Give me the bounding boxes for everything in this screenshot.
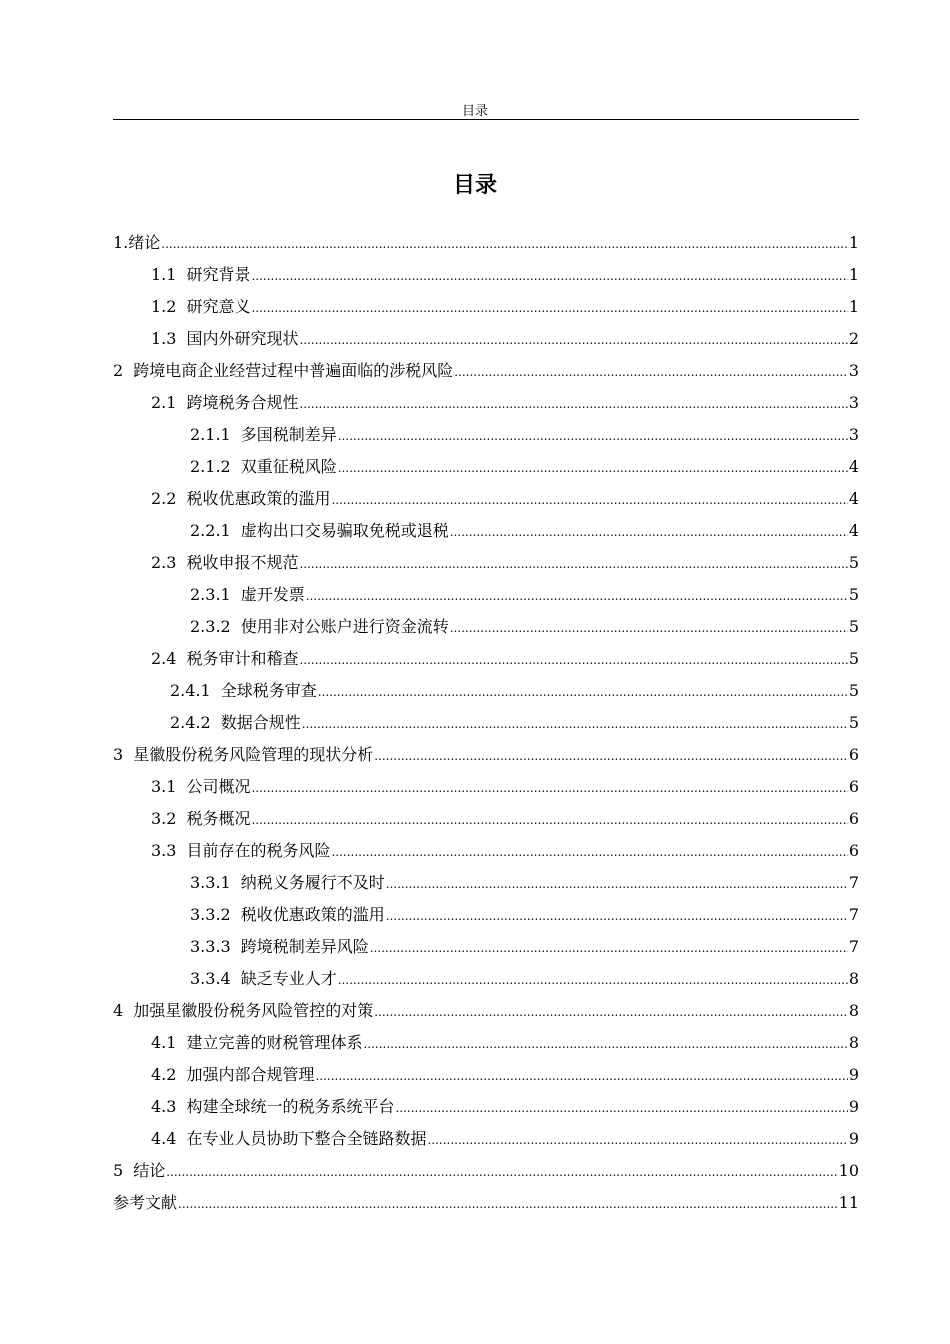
toc-entry-title: 虚开发票: [240, 585, 305, 604]
toc-leader-dots: [338, 420, 848, 452]
toc-entry[interactable]: [113, 291, 859, 323]
toc-entry-number: 3.2: [151, 809, 177, 828]
toc-entry-title: 星徽股份税务风险管理的现状分析: [133, 745, 374, 764]
toc-page-number: 5: [848, 681, 859, 700]
toc-entry-number: 4.3: [151, 1097, 177, 1116]
toc-entry-title: 税务概况: [186, 809, 251, 828]
toc-leader-dots: [251, 772, 847, 804]
toc-entry-number: 2.4.1: [170, 681, 211, 700]
toc-entry-title: 税收优惠政策的滥用: [240, 905, 385, 924]
toc-page-number: 2: [848, 329, 859, 348]
toc-entry[interactable]: [113, 867, 859, 899]
toc-entry-number: 2.4.2: [170, 713, 211, 732]
toc-leader-dots: [161, 228, 848, 260]
toc-entry-number: 3: [113, 745, 124, 764]
toc-page-number: 6: [848, 809, 859, 828]
toc-entry-number: 2.1: [151, 393, 177, 412]
toc-entry-number: 2.1.1: [190, 425, 231, 444]
toc-leader-dots: [374, 740, 848, 772]
toc-leader-dots: [331, 836, 847, 868]
toc-entry-title: 跨境税务合规性: [186, 393, 299, 412]
toc-leader-dots: [331, 484, 847, 516]
toc-entry[interactable]: [113, 451, 859, 483]
toc-entry-title: 跨境税制差异风险: [240, 937, 369, 956]
toc-entry[interactable]: [113, 643, 859, 675]
toc-leader-dots: [450, 516, 848, 548]
toc-entry[interactable]: [113, 1187, 859, 1219]
toc-leader-dots: [251, 260, 847, 292]
toc-entry[interactable]: [113, 611, 859, 643]
toc-leader-dots: [166, 1156, 837, 1188]
toc-entry[interactable]: [113, 547, 859, 579]
toc-leader-dots: [386, 900, 848, 932]
toc-entry-title: 纳税义务履行不及时: [240, 873, 385, 892]
toc-page-number: 5: [848, 649, 859, 668]
running-header: 目录: [461, 104, 488, 119]
toc-entry[interactable]: [113, 771, 859, 803]
toc-entry-number: 3.3.3: [190, 937, 231, 956]
toc-page-number: 4: [848, 521, 859, 540]
toc-entry-number: 4: [113, 1001, 124, 1020]
toc-entry-title: 全球税务审查: [220, 681, 317, 700]
toc-entry-title: 在专业人员协助下整合全链路数据: [186, 1129, 427, 1148]
toc-entry-number: 2.2.1: [190, 521, 231, 540]
toc-entry[interactable]: [113, 675, 859, 707]
toc-page-number: 9: [848, 1097, 859, 1116]
toc-entry[interactable]: [113, 579, 859, 611]
toc-entry-number: 3.3.2: [190, 905, 231, 924]
toc-page-number: 4: [848, 489, 859, 508]
toc-entry[interactable]: [113, 1059, 859, 1091]
toc-entry-number: 1.绪论: [113, 233, 161, 252]
toc-entry[interactable]: [113, 1027, 859, 1059]
toc-entry[interactable]: [113, 387, 859, 419]
toc-entry-title: 结论: [133, 1161, 166, 1180]
toc-leader-dots: [370, 932, 848, 964]
toc-entry-number: 4.4: [151, 1129, 177, 1148]
toc-page-number: 3: [848, 361, 859, 380]
toc-entry-number: 3.3.1: [190, 873, 231, 892]
toc-entry-number: 参考文献: [113, 1193, 178, 1212]
toc-entry[interactable]: [113, 1155, 859, 1187]
toc-leader-dots: [315, 1060, 847, 1092]
toc-entry-number: 1.2: [151, 297, 177, 316]
toc-entry-number: 5: [113, 1161, 124, 1180]
table-of-contents: [113, 227, 859, 1219]
toc-entry[interactable]: [113, 931, 859, 963]
toc-entry[interactable]: [113, 419, 859, 451]
toc-page-number: 7: [848, 873, 859, 892]
toc-leader-dots: [299, 644, 847, 676]
toc-entry-number: 1.3: [151, 329, 177, 348]
toc-leader-dots: [338, 964, 848, 996]
toc-entry-number: 3.3.4: [190, 969, 231, 988]
toc-page-number: 11: [838, 1193, 859, 1212]
toc-entry-number: 2.1.2: [190, 457, 231, 476]
toc-entry-title: 公司概况: [186, 777, 251, 796]
toc-entry[interactable]: [113, 899, 859, 931]
toc-page-number: 10: [838, 1161, 859, 1180]
toc-page-number: 7: [848, 937, 859, 956]
toc-page-number: 8: [848, 969, 859, 988]
toc-leader-dots: [395, 1092, 847, 1124]
header-rule: [113, 119, 859, 120]
toc-entry[interactable]: [113, 1091, 859, 1123]
toc-page-number: 4: [848, 457, 859, 476]
toc-leader-dots: [374, 996, 848, 1028]
toc-entry-number: 2.2: [151, 489, 177, 508]
toc-leader-dots: [251, 292, 847, 324]
toc-leader-dots: [299, 388, 847, 420]
toc-page-number: 6: [848, 841, 859, 860]
toc-page-number: 1: [848, 297, 859, 316]
toc-leader-dots: [427, 1124, 847, 1156]
toc-entry-title: 构建全球统一的税务系统平台: [186, 1097, 395, 1116]
toc-entry-title: 税务审计和稽查: [186, 649, 299, 668]
toc-leader-dots: [454, 356, 848, 388]
toc-entry-title: 使用非对公账户进行资金流转: [240, 617, 449, 636]
toc-page-number: 8: [848, 1033, 859, 1052]
toc-entry-title: 缺乏专业人才: [240, 969, 337, 988]
toc-entry-number: 4.1: [151, 1033, 177, 1052]
toc-page-number: 5: [848, 553, 859, 572]
toc-leader-dots: [178, 1188, 838, 1220]
toc-entry-title: 研究背景: [186, 265, 251, 284]
toc-leader-dots: [251, 804, 847, 836]
toc-leader-dots: [338, 452, 848, 484]
toc-entry-title: 数据合规性: [220, 713, 301, 732]
toc-entry-title: 多国税制差异: [240, 425, 337, 444]
toc-entry-number: 2.3: [151, 553, 177, 572]
toc-entry[interactable]: [113, 515, 859, 547]
toc-entry-number: 3.1: [151, 777, 177, 796]
toc-leader-dots: [386, 868, 848, 900]
toc-page-number: 1: [848, 233, 859, 252]
toc-entry-title: 加强星徽股份税务风险管控的对策: [133, 1001, 374, 1020]
toc-leader-dots: [302, 708, 848, 740]
toc-leader-dots: [363, 1028, 847, 1060]
toc-page-number: 9: [848, 1129, 859, 1148]
toc-page-number: 5: [848, 617, 859, 636]
toc-entry-number: 4.2: [151, 1065, 177, 1084]
toc-entry[interactable]: [113, 995, 859, 1027]
toc-entry-title: 国内外研究现状: [186, 329, 299, 348]
toc-entry-number: 2.3.2: [190, 617, 231, 636]
toc-entry[interactable]: [113, 803, 859, 835]
toc-entry[interactable]: [113, 259, 859, 291]
toc-entry-title: 双重征税风险: [240, 457, 337, 476]
toc-entry[interactable]: [113, 739, 859, 771]
toc-page-number: 7: [848, 905, 859, 924]
toc-leader-dots: [299, 548, 847, 580]
toc-entry[interactable]: [113, 355, 859, 387]
toc-entry[interactable]: [113, 835, 859, 867]
toc-entry-title: 税收优惠政策的滥用: [186, 489, 331, 508]
page-title: 目录: [452, 173, 497, 198]
toc-leader-dots: [318, 676, 848, 708]
toc-leader-dots: [299, 324, 847, 356]
toc-entry[interactable]: [113, 483, 859, 515]
toc-page-number: 3: [848, 393, 859, 412]
toc-entry[interactable]: [113, 1123, 859, 1155]
toc-entry-number: 2: [113, 361, 124, 380]
toc-page-number: 6: [848, 777, 859, 796]
toc-leader-dots: [306, 580, 848, 612]
toc-entry-title: 税收申报不规范: [186, 553, 299, 572]
toc-entry-title: 虚构出口交易骗取免税或退税: [240, 521, 449, 540]
toc-page-number: 5: [848, 713, 859, 732]
toc-entry-title: 跨境电商企业经营过程中普遍面临的涉税风险: [133, 361, 454, 380]
toc-page-number: 1: [848, 265, 859, 284]
toc-page-number: 3: [848, 425, 859, 444]
toc-entry-number: 1.1: [151, 265, 177, 284]
toc-leader-dots: [450, 612, 848, 644]
toc-entry[interactable]: [113, 963, 859, 995]
toc-page-number: 5: [848, 585, 859, 604]
toc-page-number: 9: [848, 1065, 859, 1084]
toc-entry-number: 2.3.1: [190, 585, 231, 604]
toc-entry-title: 目前存在的税务风险: [186, 841, 331, 860]
toc-entry[interactable]: [113, 323, 859, 355]
toc-page-number: 8: [848, 1001, 859, 1020]
toc-entry[interactable]: [113, 227, 859, 259]
toc-entry-number: 3.3: [151, 841, 177, 860]
toc-entry-title: 研究意义: [186, 297, 251, 316]
toc-entry-title: 加强内部合规管理: [186, 1065, 315, 1084]
toc-entry[interactable]: [113, 707, 859, 739]
toc-page-number: 6: [848, 745, 859, 764]
toc-entry-number: 2.4: [151, 649, 177, 668]
toc-entry-title: 建立完善的财税管理体系: [186, 1033, 363, 1052]
